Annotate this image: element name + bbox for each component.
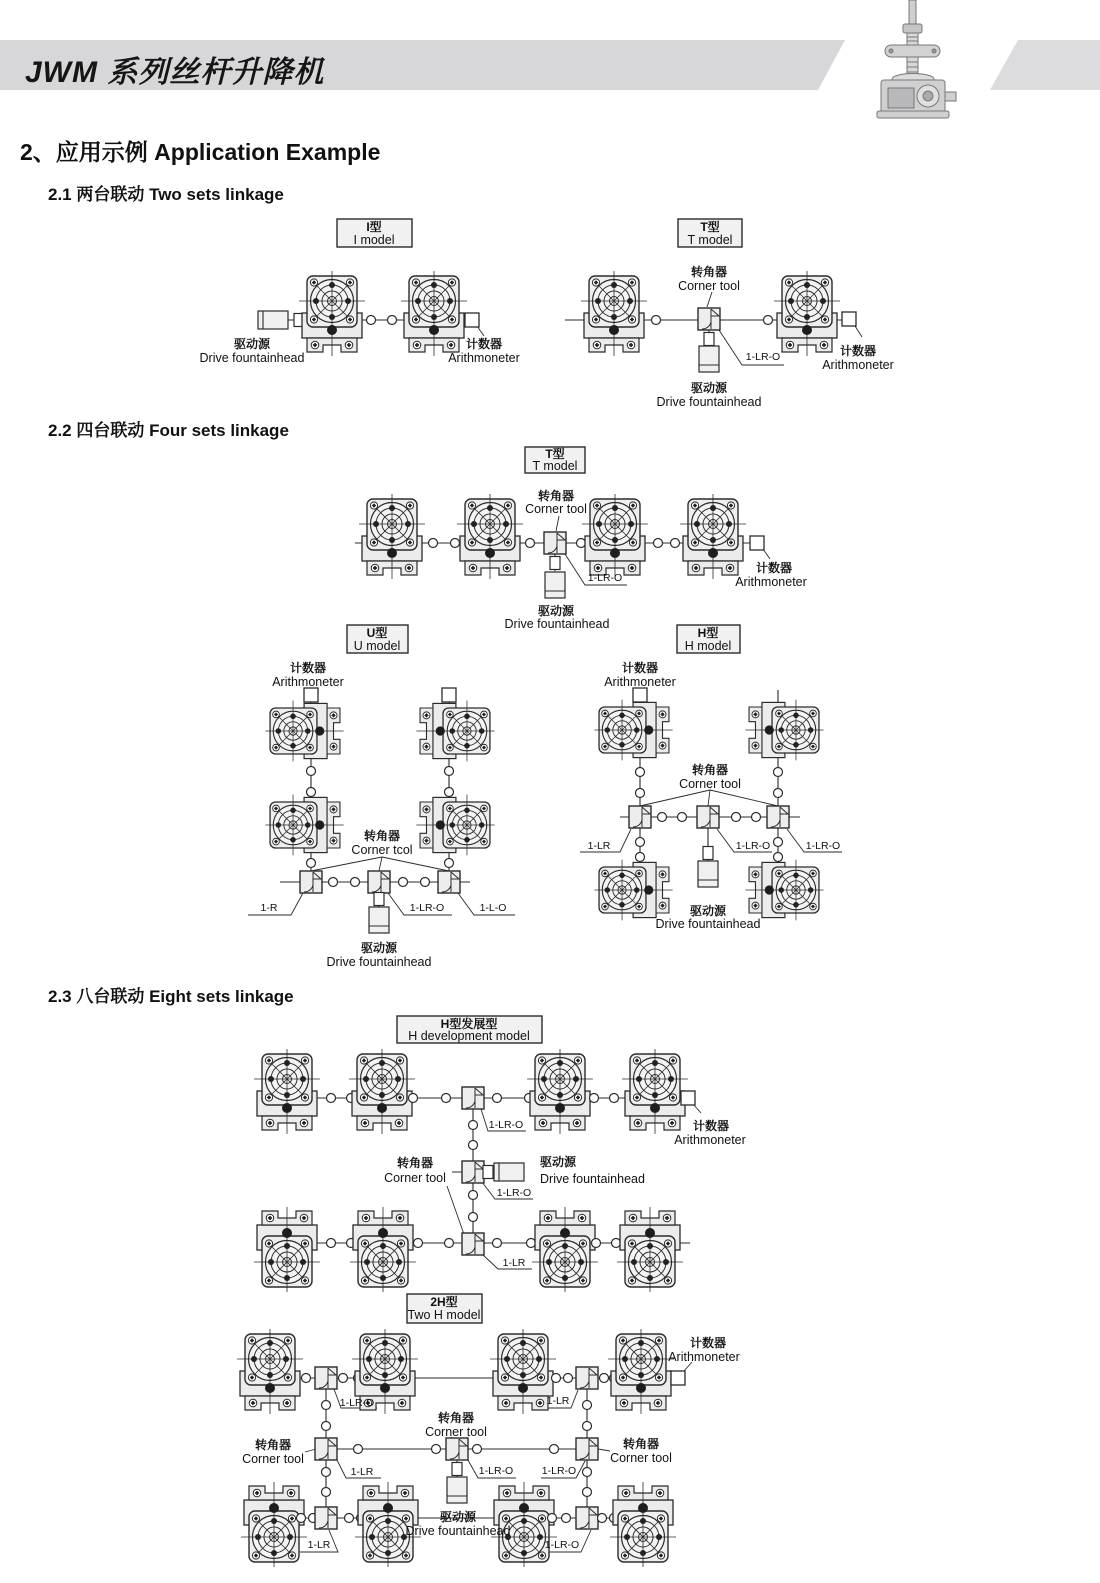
- coupling: [473, 1445, 482, 1454]
- header-banner-accent: [990, 40, 1100, 90]
- screw-jack: [594, 860, 672, 921]
- screw-jack: [237, 1329, 303, 1414]
- drive-motor: [698, 861, 718, 887]
- coupling: [592, 1239, 601, 1248]
- screw-jack: [254, 1049, 320, 1134]
- coupling: [671, 539, 680, 548]
- counter-label-cn: 计数器: [465, 337, 503, 351]
- model-label-cn: U型: [366, 626, 388, 640]
- drive-motor: [369, 907, 389, 933]
- drive-label-cn: 驱动源: [537, 604, 575, 618]
- screw-jack: [416, 795, 494, 856]
- coupling: [654, 539, 663, 548]
- coupling: [550, 1445, 559, 1454]
- coupling: [469, 1141, 478, 1150]
- corner-tool: [300, 871, 322, 893]
- coupling: [774, 789, 783, 798]
- corner-label-cn: 转角器: [254, 1438, 292, 1452]
- screw-jack: [774, 271, 840, 356]
- corner-tool: [697, 806, 719, 828]
- drive-label-en: Drive fountainhead: [405, 1524, 511, 1538]
- corner-code: 1-LR-O: [541, 1465, 577, 1477]
- coupling: [445, 1239, 454, 1248]
- coupling: [322, 1488, 331, 1497]
- corner-label-en: Corner tool: [384, 1171, 446, 1185]
- coupling: [483, 1166, 493, 1179]
- diagram-h-development-model: [254, 1016, 746, 1292]
- coupling: [327, 1239, 336, 1248]
- drive-label-en: Drive fountainhead: [504, 617, 610, 631]
- screw-jack: [299, 271, 365, 356]
- counter-label-cn: 计数器: [755, 561, 793, 575]
- drive-label-cn: 驱动源: [439, 1510, 477, 1524]
- screw-jack: [610, 1482, 676, 1567]
- screw-jack: [359, 494, 425, 579]
- corner-code: 1-LR-O: [735, 840, 771, 852]
- screw-jack: [241, 1482, 307, 1567]
- corner-code: 1-LR: [502, 1257, 526, 1269]
- screw-jack: [745, 700, 823, 761]
- coupling: [409, 1094, 418, 1103]
- coupling: [469, 1121, 478, 1130]
- coupling: [493, 1094, 502, 1103]
- corner-tool: [698, 308, 720, 330]
- coupling: [307, 859, 316, 868]
- screw-jack: [617, 1207, 683, 1292]
- corner-code: 1-LR-O: [409, 902, 445, 914]
- coupling: [598, 1514, 607, 1523]
- coupling: [636, 789, 645, 798]
- coupling: [469, 1191, 478, 1200]
- counter-label-en: Arithmoneter: [272, 675, 344, 689]
- corner-label-cn: 转角器: [537, 489, 575, 503]
- coupling: [577, 539, 586, 548]
- screw-jack: [532, 1207, 598, 1292]
- coupling: [678, 813, 687, 822]
- counter-label-cn: 计数器: [621, 661, 659, 675]
- corner-tool: [629, 806, 651, 828]
- coupling: [550, 557, 560, 570]
- drive-label-en: Drive fountainhead: [326, 955, 432, 969]
- coupling: [367, 316, 376, 325]
- corner-code: 1-LR-O: [339, 1397, 375, 1409]
- drive-label-en: Drive fountainhead: [199, 351, 305, 365]
- subsection-two-sets: 2.1 两台联动 Two sets linkage: [48, 185, 284, 204]
- corner-tool: [315, 1438, 337, 1460]
- model-label-cn: I型: [366, 220, 382, 234]
- screw-jack-product-illustration: [877, 0, 956, 118]
- screw-jack: [350, 1207, 416, 1292]
- coupling: [421, 878, 430, 887]
- drive-label-cn: 驱动源: [233, 337, 271, 351]
- coupling: [610, 1094, 619, 1103]
- screw-jack: [582, 494, 648, 579]
- coupling: [297, 1514, 306, 1523]
- drive-motor: [447, 1477, 467, 1503]
- counter-square: [681, 1091, 695, 1105]
- counter-label-en: Arithmoneter: [674, 1133, 746, 1147]
- coupling: [583, 1468, 592, 1477]
- model-label-cn: T型: [700, 220, 720, 234]
- corner-label-en: Corner tcol: [351, 843, 413, 857]
- counter-label-cn: 计数器: [689, 1336, 727, 1350]
- coupling: [704, 333, 714, 346]
- corner-label-cn: 转角器: [690, 265, 728, 279]
- coupling: [302, 1374, 311, 1383]
- corner-label-cn: 转角器: [363, 829, 401, 843]
- screw-jack: [608, 1329, 674, 1414]
- drive-label-en: Drive fountainhead: [656, 395, 762, 409]
- corner-label-en: Corner tool: [678, 279, 740, 293]
- screw-jack: [265, 795, 343, 856]
- subsection-four-sets: 2.2 四台联动 Four sets linkage: [48, 421, 289, 440]
- drive-label-en: Drive fountainhead: [655, 917, 761, 931]
- subsection-eight-sets: 2.3 八台联动 Eight sets linkage: [48, 987, 294, 1006]
- screw-jack: [594, 700, 672, 761]
- section-title: 2、应用示例 Application Example: [20, 139, 381, 165]
- corner-tool: [446, 1438, 468, 1460]
- counter-label-en: Arithmoneter: [822, 358, 894, 372]
- counter-label-en: Arithmoneter: [448, 351, 520, 365]
- coupling: [583, 1422, 592, 1431]
- corner-label-cn: 转角器: [691, 763, 729, 777]
- counter-label-en: Arithmoneter: [604, 675, 676, 689]
- screw-jack: [527, 1049, 593, 1134]
- corner-tool: [576, 1367, 598, 1389]
- coupling: [307, 767, 316, 776]
- drive-label-cn: 驱动源: [689, 904, 727, 918]
- diagram-two-h-model: [237, 1294, 740, 1567]
- coupling: [764, 316, 773, 325]
- corner-code: 1-LR-O: [805, 840, 841, 852]
- screw-jack: [416, 701, 494, 762]
- counter-label-cn: 计数器: [839, 344, 877, 358]
- coupling: [351, 878, 360, 887]
- drive-label-cn: 驱动源: [540, 1155, 577, 1169]
- coupling: [445, 859, 454, 868]
- corner-label-cn: 转角器: [622, 1437, 660, 1451]
- drive-motor: [494, 1163, 524, 1181]
- model-label-en: I model: [353, 233, 395, 247]
- coupling: [703, 847, 713, 860]
- corner-tool: [462, 1161, 484, 1183]
- coupling: [327, 1094, 336, 1103]
- coupling: [583, 1401, 592, 1410]
- coupling: [442, 1094, 451, 1103]
- corner-tool: [462, 1233, 484, 1255]
- coupling: [774, 838, 783, 847]
- coupling: [399, 878, 408, 887]
- corner-code: 1-LR: [307, 1539, 331, 1551]
- drive-label-cn: 驱动源: [360, 941, 398, 955]
- coupling: [774, 768, 783, 777]
- coupling: [636, 768, 645, 777]
- model-label-cn: H型发展型: [440, 1017, 498, 1031]
- coupling: [564, 1374, 573, 1383]
- corner-tool: [368, 871, 390, 893]
- coupling: [612, 1239, 621, 1248]
- coupling: [432, 1445, 441, 1454]
- coupling: [636, 838, 645, 847]
- coupling: [732, 813, 741, 822]
- screw-jack: [265, 701, 343, 762]
- coupling: [414, 1239, 423, 1248]
- coupling: [469, 1213, 478, 1222]
- counter-square: [465, 313, 479, 327]
- drive-motor: [545, 572, 565, 598]
- screw-jack: [349, 1049, 415, 1134]
- coupling: [600, 1374, 609, 1383]
- corner-label-en: Corner tool: [525, 502, 587, 516]
- diagram-h-model: [580, 625, 842, 931]
- coupling: [374, 893, 384, 906]
- diagram-t-model-two: [565, 219, 894, 409]
- coupling: [774, 853, 783, 862]
- coupling: [636, 853, 645, 862]
- corner-label-en: Corner tool: [679, 777, 741, 791]
- drive-motor: [699, 346, 719, 372]
- counter-square: [750, 536, 764, 550]
- coupling: [388, 316, 397, 325]
- corner-code: 1-LR: [350, 1466, 374, 1478]
- corner-tool: [315, 1507, 337, 1529]
- coupling: [527, 1239, 536, 1248]
- coupling: [752, 813, 761, 822]
- counter-label-en: Arithmoneter: [668, 1350, 740, 1364]
- diagram-t-model-four: [355, 446, 807, 631]
- screw-jack: [254, 1207, 320, 1292]
- corner-tool: [576, 1507, 598, 1529]
- corner-tool: [767, 806, 789, 828]
- corner-code: 1-LR-O: [496, 1187, 532, 1199]
- corner-label-en: Corner tool: [610, 1451, 672, 1465]
- screw-jack: [745, 860, 823, 921]
- counter-square: [442, 688, 456, 702]
- coupling: [429, 539, 438, 548]
- coupling: [590, 1094, 599, 1103]
- page-header-title: JWM 系列丝杆升降机: [25, 56, 325, 89]
- screw-jack: [680, 494, 746, 579]
- coupling: [345, 1514, 354, 1523]
- model-label-en: H development model: [408, 1029, 530, 1043]
- diagram-i-model: [200, 219, 520, 365]
- coupling: [583, 1488, 592, 1497]
- coupling: [562, 1514, 571, 1523]
- corner-tool: [462, 1087, 484, 1109]
- coupling: [322, 1468, 331, 1477]
- coupling: [329, 878, 338, 887]
- model-label-en: T model: [532, 459, 578, 473]
- corner-code: 1-LR-O: [544, 1539, 580, 1551]
- corner-tool: [544, 532, 566, 554]
- coupling: [493, 1239, 502, 1248]
- corner-tool: [315, 1367, 337, 1389]
- corner-code: 1-LR-O: [488, 1119, 524, 1131]
- corner-tool: [576, 1438, 598, 1460]
- coupling: [652, 316, 661, 325]
- model-label-cn: T型: [545, 447, 565, 461]
- corner-code: 1-R: [260, 902, 278, 914]
- screw-jack: [457, 494, 523, 579]
- corner-code: 1-LR: [587, 840, 611, 852]
- counter-label-en: Arithmoneter: [735, 575, 807, 589]
- corner-tool: [438, 871, 460, 893]
- coupling: [322, 1422, 331, 1431]
- drive-motor: [258, 311, 288, 329]
- coupling: [452, 1463, 462, 1476]
- screw-jack: [401, 271, 467, 356]
- model-label-cn: H型: [697, 626, 719, 640]
- coupling: [339, 1374, 348, 1383]
- counter-square: [671, 1371, 685, 1385]
- drive-label-en: Drive fountainhead: [540, 1172, 645, 1186]
- coupling: [445, 767, 454, 776]
- counter-square: [304, 688, 318, 702]
- corner-label-en: Corner tool: [242, 1452, 304, 1466]
- corner-code: 1-LR-O: [478, 1465, 514, 1477]
- drive-label-cn: 驱动源: [690, 381, 728, 395]
- coupling: [354, 1445, 363, 1454]
- screw-jack: [622, 1049, 688, 1134]
- counter-label-cn: 计数器: [289, 661, 327, 675]
- model-label-en: U model: [353, 639, 401, 653]
- coupling: [322, 1401, 331, 1410]
- coupling: [526, 539, 535, 548]
- corner-code: 1-L-O: [479, 902, 507, 914]
- coupling: [658, 813, 667, 822]
- corner-code: 1-LR-O: [587, 572, 623, 584]
- diagram-u-model: [248, 625, 515, 969]
- coupling: [307, 788, 316, 797]
- counter-square: [842, 312, 856, 326]
- coupling: [552, 1374, 561, 1383]
- model-label-en: H model: [684, 639, 732, 653]
- counter-label-cn: 计数器: [692, 1119, 730, 1133]
- coupling: [445, 788, 454, 797]
- corner-label-cn: 转角器: [396, 1156, 434, 1170]
- coupling: [451, 539, 460, 548]
- corner-label-en: Corner tool: [425, 1425, 487, 1439]
- corner-label-cn: 转角器: [437, 1411, 475, 1425]
- model-label-en: Two H model: [407, 1308, 481, 1322]
- screw-jack: [581, 271, 647, 356]
- counter-square: [633, 688, 647, 702]
- corner-code: 1-LR-O: [745, 351, 781, 363]
- model-label-en: T model: [687, 233, 733, 247]
- corner-code: 1-LR: [546, 1395, 570, 1407]
- coupling: [548, 1514, 557, 1523]
- model-label-cn: 2H型: [430, 1295, 458, 1309]
